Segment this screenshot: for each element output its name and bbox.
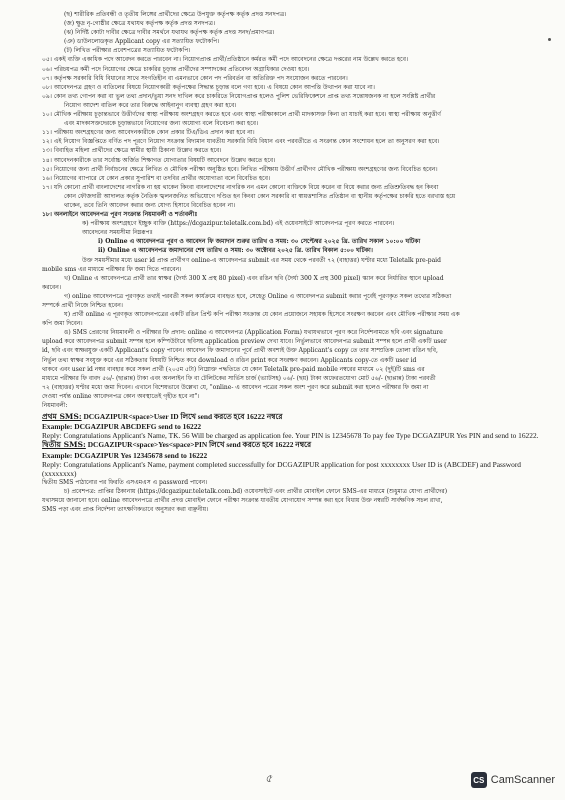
text-line: ১৩। বিবাহিত মহিলা প্রার্থীদের ক্ষেত্রে স্বামীর স্থায়ী ঠিকানা উল্লেখ করতে হবে।	[42, 147, 222, 155]
text-line: থাকবে এবং user id নম্বর ব্যবহার করে সকল প্রার্থী (২০৫ম ৫টা) নিম্নোক্ত পদ্ধতিতে যে কোন Teletalk pre-paid mobile নম্বরের মাধ্যমে ০২ (দুই)টি sms এর	[42, 365, 425, 373]
sms-heading: দ্বিতীয় SMS:	[42, 440, 86, 450]
text-line: ক) পরীক্ষায় অংশগ্রহণে ইচ্ছুক ব্যক্তি (https://dcgazipur.teletalk.com.bd) এই ওয়েবসাইটে আবেদনপত্র পূরণ করতে পারবেন।	[82, 220, 395, 228]
camscanner-logo-icon: CS	[471, 772, 487, 788]
text-line: ০৬। পরিচয়পত্র কর্মী পদে নিয়োগের ক্ষেত্রে চাকরির চূড়ান্ত প্রার্থীদের সম্পাদকের প্রতিবেদন অগ্রাধিকার দেওয়া হবে।	[42, 65, 310, 73]
text-line: mobile sms এর মাধ্যমে পরীক্ষার ফি জমা দিতে পারবেন।	[42, 265, 182, 273]
camscanner-watermark	[471, 772, 555, 788]
text-line: নিয়মাবলী:	[42, 402, 68, 410]
sms-format: DCGAZIPUR<space>Yes<space>PIN লিখে send করতে হবে 16222 নম্বরে	[85, 440, 312, 450]
text-line: দ্বিতীয় SMS পাঠানোর পর ফিরতি এসএমএস এ password পাবেন।	[42, 478, 208, 486]
text-line: ১৬। নিয়োগের ব্যাপারে যে কোন প্রকার সুপারিশ বা তদবির প্রার্থীর অযোগ্যতা বলে বিবেচিত হবে।	[42, 174, 271, 182]
text-line: নির্ভুল তথ্য স্বাক্ষর সংযুক্ত করে এর সঠিকতার বিষয়টি নিশ্চিত করে download ও রঙিন print করে সংরক্ষণ করবেন। Applicants copy-তে একটি user id	[42, 356, 417, 364]
text-line: (ঝ) নির্দিষ্ট কোটা দাবীর ক্ষেত্রে দাবীর সমর্থনে যথাযথ কর্তৃপক্ষ কর্তৃক প্রদত্ত সনদ/প্রমাণপত্র।	[64, 29, 275, 37]
text-line: উক্ত সময়সীমার মধ্যে user id প্রাপ্ত প্রার্থীগণ online-এ আবেদনপত্র submit এর সময় থেকে পরবর্তী ৭২ (বাহাত্তর) ঘণ্টার মধ্যে Teletalk pre-paid	[82, 256, 441, 264]
text-line: খ) Online এ আবেদনপত্রে প্রার্থী তার স্বাক্ষর (দৈর্ঘ্য 300 X প্রস্থ 80 pixel) এবং রঙিন ছবি (দৈর্ঘ্য 300 X প্রস্থ 300 pixel) স্ক্যান করে নির্ধারিত স্থানে upload	[64, 274, 444, 282]
text-line: id, ছবি এবং স্বাক্ষরযুক্ত একটি Applicant's copy পাবেন। আবেদন ফি জমাদানের পূর্বে প্রার্থী অবশ্যই উক্ত Applicant's copy তে তার সাম্প্রতিক তোলা রঙিন ছবি,	[42, 347, 438, 355]
text-line: নিয়োগ আদেশ বাতিল করে তার বিরুদ্ধে আইনানুগ ব্যবস্থা গ্রহণ করা হবে।	[64, 101, 237, 109]
sms-reply: Reply: Congratulations Applicant's Name, TK. 56 Will be charged as application fee. Your PIN is 12345678 To pay fee Type DCGAZIPUR Yes PIN and send to 16222.	[42, 431, 539, 441]
text-line: ঙ) SMS প্রেরণের নিয়মাবলী ও পরীক্ষার ফি প্রদান: online এ আবেদনপত্র (Application Form) যথাযথভাবে পূরণ করে নির্দেশনামতে ছবি এবং signature	[64, 329, 443, 337]
camscanner-label: CamScanner	[490, 774, 555, 786]
text-line: গ) online আবেদনপত্রে পূরণকৃত তথ্যই পরবর্তী সকল কার্যক্রমে ব্যবহৃত হবে, সেহেতু Online এ আবেদনপত্র submit করার পূর্বেই পূরণকৃত সকল তথ্যের সঠিকতা	[64, 292, 452, 300]
text-line: থাকেন, তবে তিনি আবেদন করার জন্য যোগ্য হিসাবে বিবেচিত হবেন না।	[64, 201, 236, 209]
text-line: ৭২ (বাহাত্তর) ঘণ্টার মধ্যে জমা দিবেন। এখানে বিশেষভাবে উল্লেখ্য যে, "online- এ আবেদন পত্রের সকল অংশ পূরণ করে submit করা হলেও পরীক্ষার ফি জমা না	[42, 383, 429, 391]
text-line: কোন ফৌজদারী আদালত কর্তৃক নৈতিক স্খলনজনিত অভিযোগে দণ্ডিত হন কিংবা কোন সরকারি বা স্বায়ত্তশাসিত প্রতিষ্ঠান বা স্থানীয় কর্তৃপক্ষের চাকরি হতে বরখাস্ত হয়ে	[64, 192, 456, 200]
text-line: (ঞ) ডাউনলোডকৃত Applicant copy এর সত্যায়িত ফটোকপি।	[64, 38, 220, 46]
sms-instruction	[42, 412, 542, 422]
text-line: এবং মাদকাসক্তদেরকে চূড়ান্তভাবে নিয়োগের জন্য অযোগ্য বলে বিবেচনা করা হবে।	[64, 120, 259, 128]
text-line: i) Online এ আবেদনপত্র পূরণ ও আবেদন ফি জমাদান শুরুর তারিখ ও সময়: ৩০ সেপ্টেম্বর ২০২৫ খ্রি. তারিখ সকাল ১০:০০ ঘটিকা	[98, 238, 421, 246]
text-line: ১৪। আবেদনকারীকে তার সর্বোচ্চ অর্জিত শিক্ষাগত যোগ্যতার বিষয়টি আবেদনে উল্লেখ করতে হবে।	[42, 156, 276, 164]
text-line: ii) Online এ আবেদনপত্র জমাদানের শেষ তারিখ ও সময়: ৩০ অক্টোবর ২০২৫ খ্রি. তারিখ বিকাল ৫:০০ ঘটিকা।	[98, 247, 373, 255]
sms-example: Example: DCGAZIPUR Yes 12345678 send to 16222	[42, 450, 208, 460]
text-line: ঘ) প্রার্থী online এ পূরণকৃত আবেদনপত্রের একটি রঙিন প্রিন্ট কপি পরীক্ষা সংক্রান্ত যে কোন প্রয়োজনে সহায়ক হিসেবে সংরক্ষণ করবেন এবং মৌখিক পরীক্ষার সময় এক	[64, 311, 460, 319]
text-line: ১০। মৌখিক পরীক্ষায় চূড়ান্তভাবে উত্তীর্ণদের স্বাস্থ্য পরীক্ষায় অংশগ্রহণ করতে হবে এবং স্বাস্থ্য পরীক্ষাকালে প্রার্থী মাদকাসক্ত কিনা তা যাচাই করা হবে। স্বাস্থ্য পরীক্ষায় অনুত্তীর্ণ	[42, 111, 441, 119]
text-line: ১৫। নিয়োগের জন্য প্রার্থী নির্বাচনের ক্ষেত্রে লিখিত ও মৌখিক পরীক্ষা অনুষ্ঠিত হবে। লিখিত পরীক্ষায় উত্তীর্ণ প্রার্থীগণ মৌখিক পরীক্ষায় অংশগ্রহণের জন্য বিবেচিত হবেন।	[42, 165, 438, 173]
sms-instruction	[42, 440, 542, 450]
text-line: মাধ্যমে পরীক্ষার ফি বাবদ ৫৬/- (ছাপ্পান্ন) টাকা এবং অনলাইন ফি বা টেলিটকের সার্ভিস চার্জ (ভ্যাটসহ) ০৬/- (ছয়) টাকা অফেরতযোগ্য মোট ৫৬/- (ছাপ্পান্ন) টাকা পরবর্তী	[42, 374, 436, 382]
text-line: ০৮। আবেদনপত্র গ্রহণ ও বাতিলের বিষয়ে নিয়োগকারী কর্তৃপক্ষের সিদ্ধান্ত চূড়ান্ত বলে গণ্য হবে। এ বিষয়ে কোন আপত্তি উত্থাপন করা যাবে না।	[42, 83, 375, 91]
text-line: সম্পর্কে প্রার্থী নিজে নিশ্চিত হবেন।	[42, 302, 123, 309]
text-line: (জ) ক্ষুদ্র নৃ-গোষ্ঠীর ক্ষেত্রে যথাযথ কর্তৃপক্ষ কর্তৃক প্রদত্ত সনদপত্র।	[64, 20, 216, 28]
sms-heading: প্রথম SMS:	[42, 412, 82, 422]
text-line: যথাসময়ে জানানো হবে। online আবেদনপত্রে প্রার্থীর প্রদত্ত মোবাইল ফোনে পরীক্ষা সংক্রান্ত যাবতীয় যোগাযোগ সম্পন্ন করা হবে বিধায় উক্ত নম্বরটি সার্বক্ষণিক সচল রাখা,	[42, 496, 443, 504]
sms-reply: Reply: Congratulations Applicant's Name, payment completed successfully for DCGAZIPUR application for post xxxxxxxx User ID is (ABCDEF) and Password (xxxxxxxx)	[42, 459, 521, 478]
text-line: ১১। পরীক্ষায় অংশগ্রহণের জন্য আবেদনকারীকে কোন প্রকার টিএ/ডিএ প্রদান করা হবে না।	[42, 129, 255, 137]
text-line: চ) প্রবেশপত্র: প্রাপ্তির ঠিকানায় (https://dcgazipur.teletalk.com.bd) ওয়েবসাইটে এবং প্রার্থীর মোবাইল ফোনে SMS-এর মাধ্যমে (শুধুমাত্র যোগ্য প্রার্থীদের)	[64, 487, 448, 495]
text-line: আবেদনের সময়সীমা নিম্নরূপঃ	[82, 229, 153, 237]
document-body	[42, 10, 542, 514]
text-line: ১২। এই নিয়োগ বিজ্ঞপ্তিতে বর্ণিত পদ পূরণে নিয়োগ সংক্রান্ত বিদ্যমান যাবতীয় সরকারি বিধি বিধান এবং পরবর্তীতে এ সংক্রান্ত কোন সংশোধন হলে তা অনুসরণ করা হবে।	[42, 138, 440, 146]
text-line: দেওয়া পর্যন্ত online আবেদনপত্র কোন অবস্থাতেই গৃহীত হবে না"।	[42, 392, 200, 400]
text-line: ১৭। যদি কোনো প্রার্থী বাংলাদেশের নাগরিক না হয় থাকেন কিংবা বাংলাদেশের নাগরিক নন এমন কোনো ব্যক্তিকে বিয়ে করেন বা বিয়ে করার জন্য প্রতিশ্রুতিবদ্ধ হন কিংবা	[42, 183, 439, 191]
text-line: ০৯। কোন তথ্য গোপন করা বা ভুল তথ্য প্রদান/ভুয়া সনদ দাখিল করে চাকরিতে নিয়োগপ্রাপ্ত হলেও পুলিশ ভেরিফিকেশনে প্রাপ্ত তথ্য সন্তোষজনক না হলে সংশ্লিষ্ট প্রার্থীর	[42, 92, 436, 100]
text-line: (ছ) শারীরিক প্রতিবন্ধী ও তৃতীয় লিঙ্গের প্রার্থীদের ক্ষেত্রে উপযুক্ত কর্তৃপক্ষ কর্তৃক প্রদত্ত সনদপত্র।	[64, 11, 287, 18]
text-line: upload করে আবেদনপত্র submit সম্পন্ন হলে কম্পিউটারে ছবিসহ application preview দেখা যাবে। নির্ভুলভাবে আবেদনপত্র submit সম্পন্ন হলে প্রার্থী একটি user	[42, 338, 447, 346]
scan-artifact-dot	[548, 38, 551, 41]
text-line: কপি জমা দিবেন।	[42, 320, 83, 328]
page-number: ৫	[265, 772, 273, 785]
text-line: SMS পড়া এবং প্রাপ্ত নির্দেশনা তাৎক্ষণিকভাবে অনুসরণ করা বাঞ্ছনীয়।	[42, 506, 209, 514]
sms-format: DCGAZIPUR<space>User ID লিখে send করতে হবে 16222 নম্বরে	[81, 412, 283, 422]
text-line: ০৫। একই ব্যক্তি একাধিক পদে আবেদন করতে পারবেন না। নিয়োগপ্রাপ্ত প্রার্থী/প্রতিষ্ঠানে কর্মরত কর্মী পদে আবেদনের ক্ষেত্রে দপ্তরের নাম উল্লেখ করতে হবে।	[42, 56, 409, 64]
text-line: (ট) লিখিত পরীক্ষার প্রবেশপত্রের সত্যায়িত ফটোকপি।	[64, 47, 191, 55]
text-line: করবেন।	[42, 283, 61, 291]
text-line: ০৭। কর্তৃপক্ষ সরকারি বিধি বিধানের সাথে সংগতিহীন বা এমনভাবে কোন পদ পরিবর্তন বা অতিরিক্ত পদ সংযোজন করতে পারবেন।	[42, 74, 348, 82]
text-line: ১৮। অনলাইনে আবেদনপত্র পূরণ সংক্রান্ত নিয়মাবলী ও শর্তাবলীঃ	[42, 211, 198, 219]
sms-example: Example: DCGAZIPUR ABCDEFG send to 16222	[42, 422, 202, 432]
